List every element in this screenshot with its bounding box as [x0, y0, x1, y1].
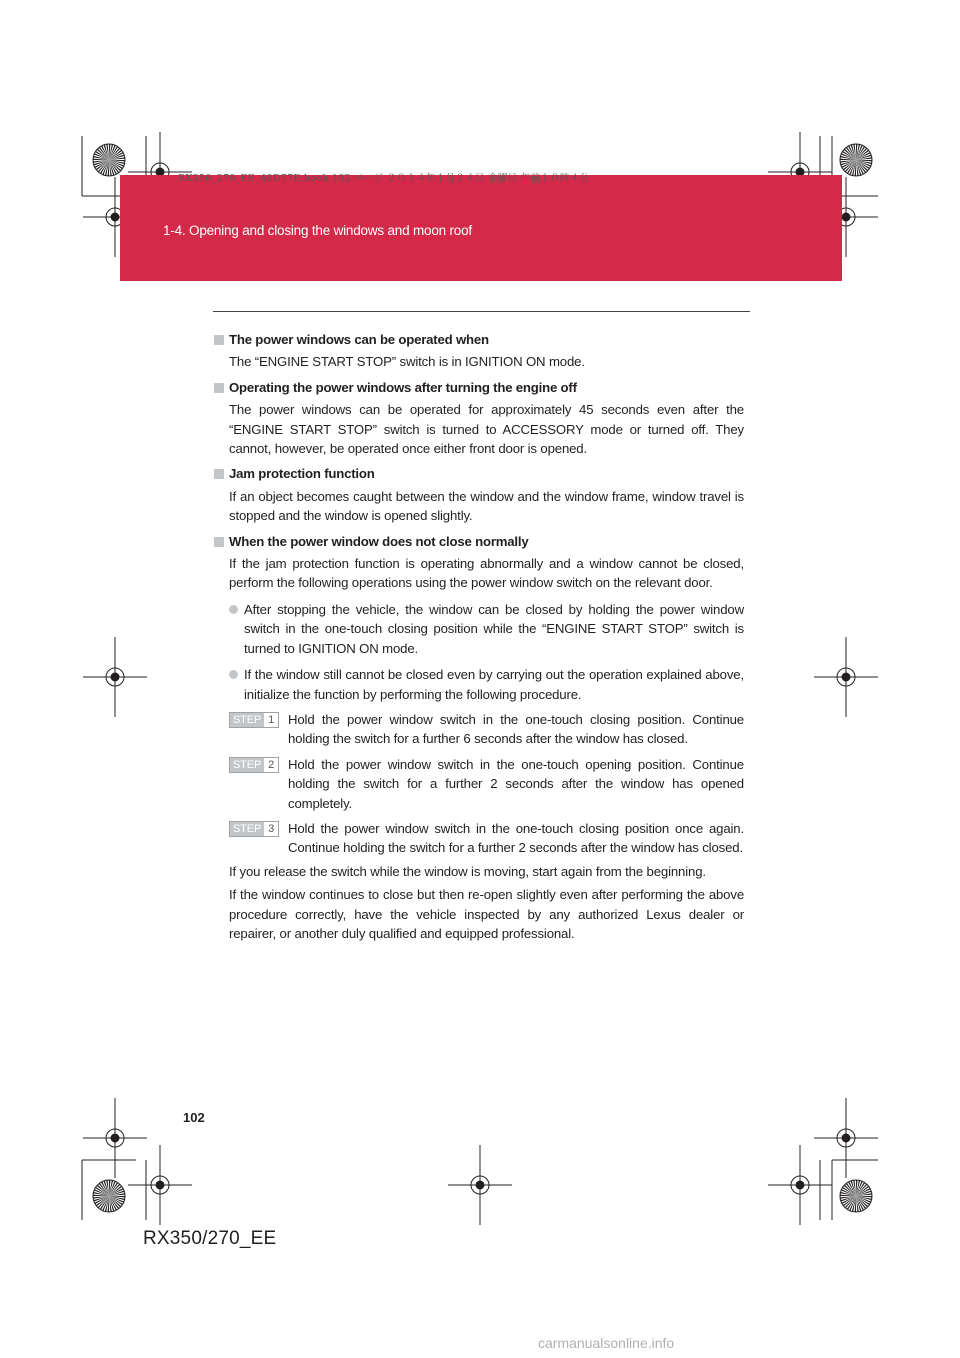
paragraph: The “ENGINE START STOP” switch is in IGNITION ON mode.	[229, 354, 585, 370]
model-code: RX350/270_EE	[143, 1228, 277, 1249]
registration-mark-icon	[83, 1098, 147, 1178]
color-registration-star-icon	[93, 1180, 125, 1212]
round-bullet-icon	[229, 670, 238, 679]
heading-operated-when	[214, 330, 744, 349]
color-registration-star-icon	[840, 1180, 872, 1212]
paragraph: If an object becomes caught between the window and the window frame, window travel is stopped and the window is opened slightly.	[229, 488, 744, 524]
heading-does-not-close	[214, 532, 744, 551]
note-inspection: If the window continues to close but then re-open slightly even after performing the above procedure correctly, have the vehicle inspected by any authorized Lexus dealer or repairer, or another duly qualified and equipped professional.	[229, 887, 744, 941]
step-badge	[229, 757, 279, 773]
step-badge-label: STEP	[230, 713, 264, 727]
page-number: 102	[183, 1110, 205, 1125]
heading-text: When the power window does not close normally	[229, 533, 529, 549]
registration-mark-icon	[83, 637, 147, 717]
heading-text: The power windows can be operated when	[229, 332, 489, 347]
step-badge-number: 1	[264, 713, 278, 727]
heading-text: Jam protection function	[229, 466, 375, 482]
section-title: 1-4. Opening and closing the windows and moon roof	[163, 223, 472, 238]
list-item-text: After stopping the vehicle, the window can be closed by holding the power window switch in the one-touch closing position while the “ENGINE START STOP” switch is turned to IGNITION ON mode.	[244, 601, 744, 656]
step-badge-number: 3	[264, 822, 278, 836]
step-badge-label: STEP	[230, 758, 264, 772]
step-text: Hold the power window switch in the one-touch closing position. Continue holding the switch for a further 6 seconds after the window has closed.	[288, 711, 744, 747]
step-badge	[229, 712, 279, 728]
heading-jam-protection	[214, 464, 744, 483]
heading-after-engine-off	[214, 378, 744, 397]
registration-mark-icon	[768, 1145, 832, 1225]
footer-watermark: carmanualsonline.info	[538, 1335, 675, 1351]
registration-mark-icon	[448, 1145, 512, 1225]
step-text: Hold the power window switch in the one-touch closing position once again. Continue holding the switch for a further 2 seconds after the window has closed.	[288, 820, 744, 856]
list-item	[214, 665, 744, 704]
print-slug: RX350_270_EE_48D77E.book 102 ページ ２０１４年１月２４日 金曜日 午前１０時４分	[178, 173, 590, 184]
step-badge	[229, 821, 279, 837]
step-text: Hold the power window switch in the one-touch opening position. Continue holding the switch for a further 2 seconds after the window has opened completely.	[288, 756, 744, 811]
square-bullet-icon	[214, 537, 224, 547]
color-registration-star-icon	[840, 144, 872, 176]
square-bullet-icon	[214, 335, 224, 345]
round-bullet-icon	[229, 605, 238, 614]
color-registration-star-icon	[93, 144, 125, 176]
step-1	[214, 710, 744, 749]
step-3	[214, 819, 744, 858]
step-badge-number: 2	[264, 758, 278, 772]
step-badge-label: STEP	[230, 822, 264, 836]
list-item	[214, 600, 744, 658]
square-bullet-icon	[214, 469, 224, 479]
registration-mark-icon	[128, 1145, 192, 1225]
heading-text: Operating the power windows after turning the engine off	[229, 379, 577, 395]
section-divider	[213, 311, 750, 312]
step-2	[214, 755, 744, 813]
paragraph: The power windows can be operated for approximately 45 seconds even after the “ENGINE START STOP” switch is turned to ACCESSORY mode or turned off. They cannot, however, be operated once either front door is opened.	[229, 402, 744, 457]
note-restart: If you release the switch while the window is moving, start again from the beginning.	[229, 863, 706, 879]
list-item-text: If the window still cannot be closed even by carrying out the operation explained above, initialize the function by performing the following procedure.	[244, 667, 744, 702]
registration-mark-icon	[814, 1098, 878, 1178]
paragraph: If the jam protection function is operating abnormally and a window cannot be closed, perform the following operations using the power window switch on the relevant door.	[229, 556, 744, 591]
registration-mark-icon	[814, 637, 878, 717]
page-body	[214, 330, 744, 943]
square-bullet-icon	[214, 383, 224, 393]
